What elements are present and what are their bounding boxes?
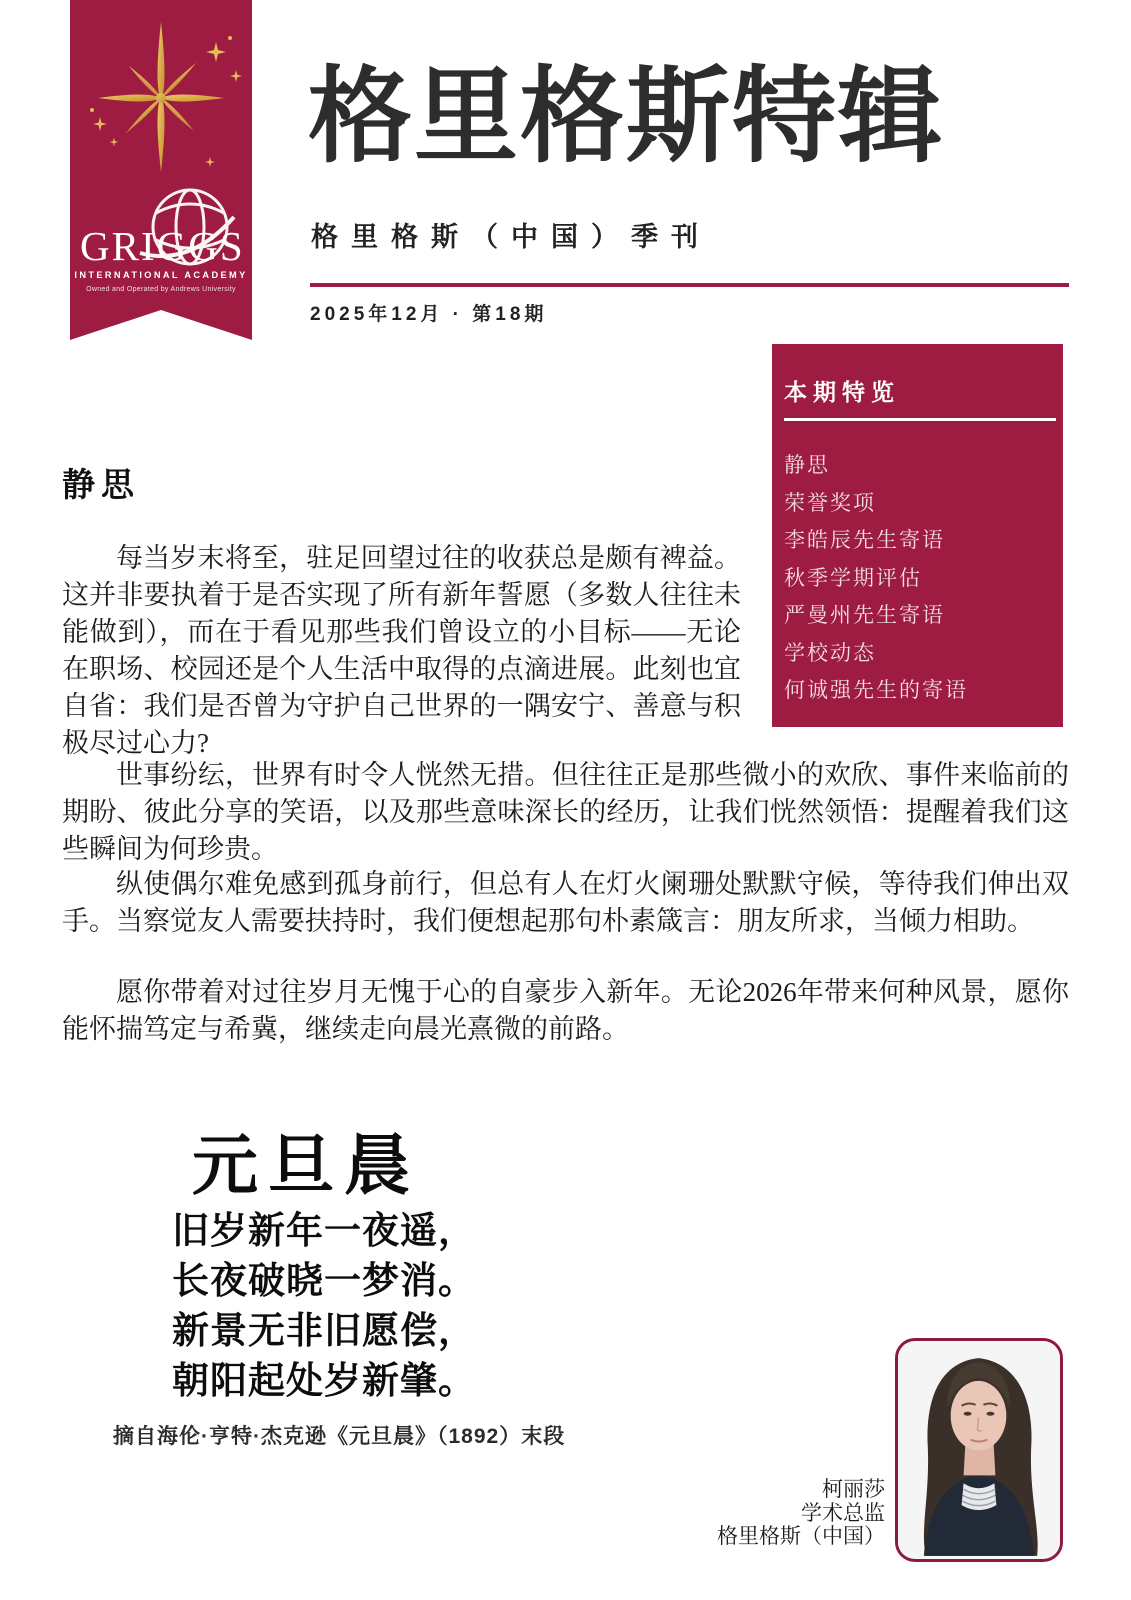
article-paragraph: 每当岁末将至，驻足回望过往的收获总是颇有裨益。这并非要执着于是否实现了所有新年誓愿（多数人往往未能做到），而在于看见那些我们曾设立的小目标——无论在职场、校园还是个人生活中取得的点滴进展。此刻也宜自省：我们是否曾为守护自己世界的一隅安宁、善意与积极尽过心力?	[62, 543, 741, 758]
brand-ribbon	[70, 0, 252, 340]
poem-attribution: 摘自海伦·亨特·杰克逊《元旦晨》（1892）末段	[113, 1425, 566, 1448]
author-portrait-photo	[895, 1338, 1063, 1562]
header-divider	[310, 283, 1069, 287]
author-role: 学术总监	[801, 1500, 885, 1525]
featured-title: 本期特览	[784, 379, 900, 405]
page-subtitle: 格里格斯（中国）季刊	[311, 222, 711, 252]
poem-line: 新景无非旧愿偿，	[172, 1311, 476, 1352]
poem-line: 长夜破晓一梦消。	[172, 1261, 476, 1302]
page-title: 格里格斯特辑	[308, 59, 945, 175]
poem-body	[172, 1207, 476, 1407]
author-org: 格里格斯（中国）	[717, 1524, 885, 1548]
featured-item: 李皓辰先生寄语	[784, 529, 945, 552]
article-paragraph: 纵使偶尔难免感到孤身前行，但总有人在灯火阑珊处默默守候，等待我们伸出双手。当察觉友人需要扶持时，我们便想起那句朴素箴言：朋友所求，当倾力相助。	[62, 869, 1069, 936]
griggs-logo	[70, 183, 252, 305]
featured-item: 秋季学期评估	[784, 566, 922, 590]
author-caption	[590, 1478, 885, 1549]
featured-underline	[784, 418, 1056, 421]
poem-line: 朝阳起处岁新肇。	[172, 1361, 476, 1402]
featured-item: 何诚强先生的寄语	[784, 679, 968, 702]
featured-item: 学校动态	[784, 641, 876, 665]
featured-list	[784, 447, 1049, 710]
logo-subtext: INTERNATIONAL ACADEMY	[74, 270, 248, 280]
poem-line: 旧岁新年一夜遥，	[172, 1211, 476, 1252]
poem-title: 元旦晨	[192, 1130, 420, 1203]
logo-tagline: Owned and Operated by Andrews University	[86, 286, 236, 293]
portrait-illustration	[898, 1341, 1060, 1559]
issue-date: 2025年12月 · 第18期	[310, 304, 548, 325]
featured-item: 严曼州先生寄语	[784, 604, 945, 627]
featured-box	[772, 344, 1063, 727]
article-heading: 静思	[62, 466, 140, 503]
article-paragraph: 愿你带着对过往岁月无愧于心的自豪步入新年。无论2026年带来何种风景，愿你能怀揣笃定与希冀，继续走向晨光熹微的前路。	[62, 977, 1069, 1044]
author-name: 柯丽莎	[822, 1477, 885, 1501]
article-paragraph: 世事纷纭，世界有时令人恍然无措。但往往正是那些微小的欢欣、事件来临前的期盼、彼此分享的笑语，以及那些意味深长的经历，让我们恍然领悟：提醒着我们这些瞬间为何珍贵。	[62, 760, 1069, 864]
featured-item: 荣誉奖项	[784, 491, 876, 515]
featured-item: 静思	[784, 454, 830, 477]
logo-text: GRIGGS	[80, 223, 245, 269]
gold-star-icon	[70, 14, 252, 184]
